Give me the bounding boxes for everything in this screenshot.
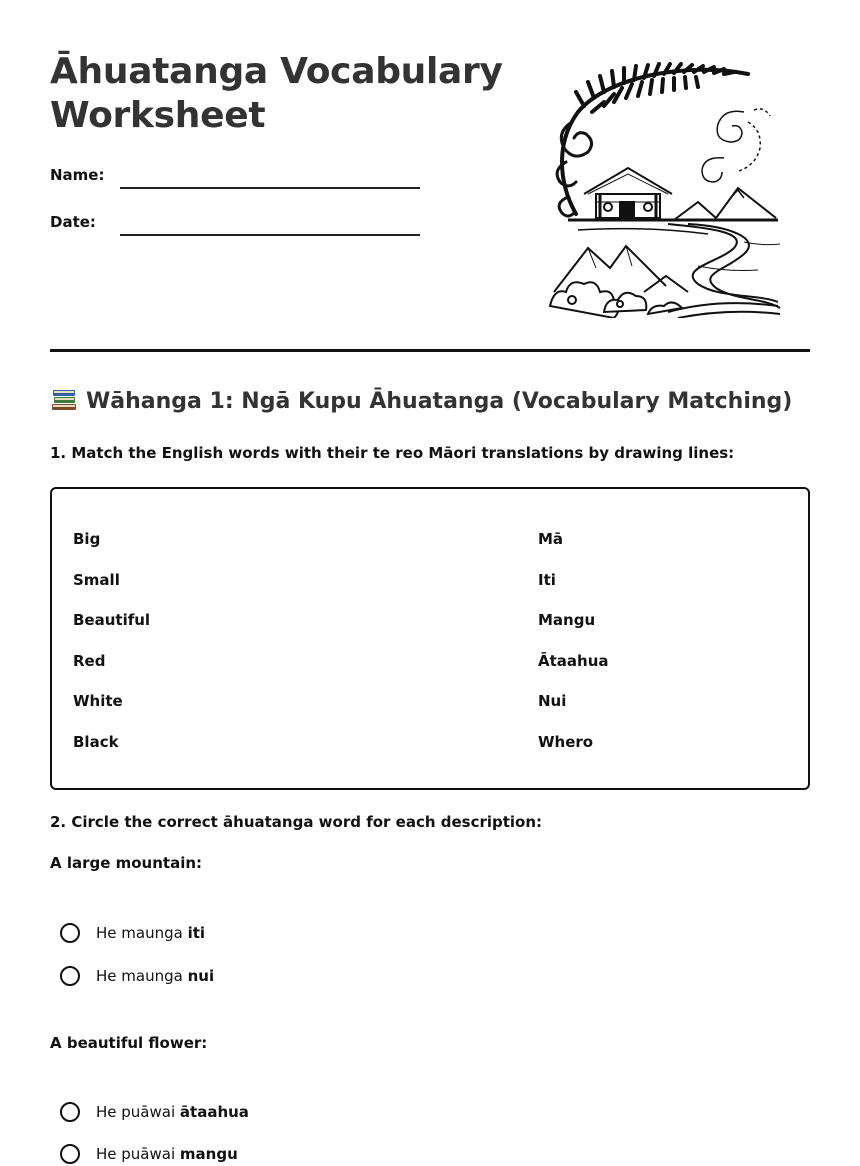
radio-circle[interactable] — [60, 923, 80, 943]
maori-column — [538, 529, 609, 773]
radio-circle[interactable] — [60, 1144, 80, 1164]
option-word: nui — [187, 967, 215, 985]
maori-word[interactable]: Whero — [538, 732, 594, 751]
option-word: iti — [187, 924, 206, 942]
description-1: A large mountain: — [50, 854, 203, 872]
matching-box — [50, 487, 810, 790]
english-word[interactable]: Small — [73, 570, 120, 589]
english-word[interactable]: Big — [73, 530, 101, 548]
description-2: A beautiful flower: — [50, 1034, 208, 1052]
english-word[interactable]: Beautiful — [73, 611, 151, 630]
name-label: Name: — [50, 166, 105, 184]
english-word[interactable]: White — [73, 692, 123, 711]
option-2a[interactable] — [60, 1100, 249, 1124]
english-column — [73, 529, 150, 773]
option-1b[interactable] — [60, 964, 214, 988]
maori-word[interactable]: Iti — [538, 570, 556, 589]
section-heading-text: Wāhanga 1: Ngā Kupu Āhuatanga (Vocabulary Matching) — [86, 389, 793, 414]
page-title: Āhuatanga Vocabulary Worksheet — [50, 51, 503, 136]
option-prefix: He maunga — [96, 967, 183, 985]
option-2b[interactable] — [60, 1142, 238, 1166]
option-prefix: He puāwai — [96, 1103, 176, 1121]
english-word[interactable]: Red — [73, 651, 106, 670]
date-field[interactable] — [120, 234, 420, 236]
option-prefix: He puāwai — [96, 1145, 176, 1163]
section-heading — [50, 386, 792, 414]
option-1a[interactable] — [60, 921, 205, 945]
option-prefix: He maunga — [96, 924, 183, 942]
name-field[interactable] — [120, 187, 420, 189]
question-1-prompt: 1. Match the English words with their te reo Māori translations by drawing lines: — [50, 444, 735, 462]
option-word: mangu — [179, 1145, 238, 1163]
books-icon — [50, 386, 78, 412]
question-2-prompt: 2. Circle the correct āhuatanga word for each description: — [50, 813, 543, 831]
english-word[interactable]: Black — [73, 732, 119, 751]
maori-word[interactable]: Mā — [538, 530, 564, 548]
radio-circle[interactable] — [60, 966, 80, 986]
option-word: ātaahua — [179, 1103, 249, 1121]
radio-circle[interactable] — [60, 1102, 80, 1122]
maori-word[interactable]: Ātaahua — [538, 651, 609, 670]
maori-word[interactable]: Nui — [538, 692, 567, 711]
date-label: Date: — [50, 213, 96, 231]
maori-word[interactable]: Mangu — [538, 611, 596, 630]
fern-wharenui-illustration — [548, 62, 784, 318]
header-divider — [50, 349, 810, 352]
